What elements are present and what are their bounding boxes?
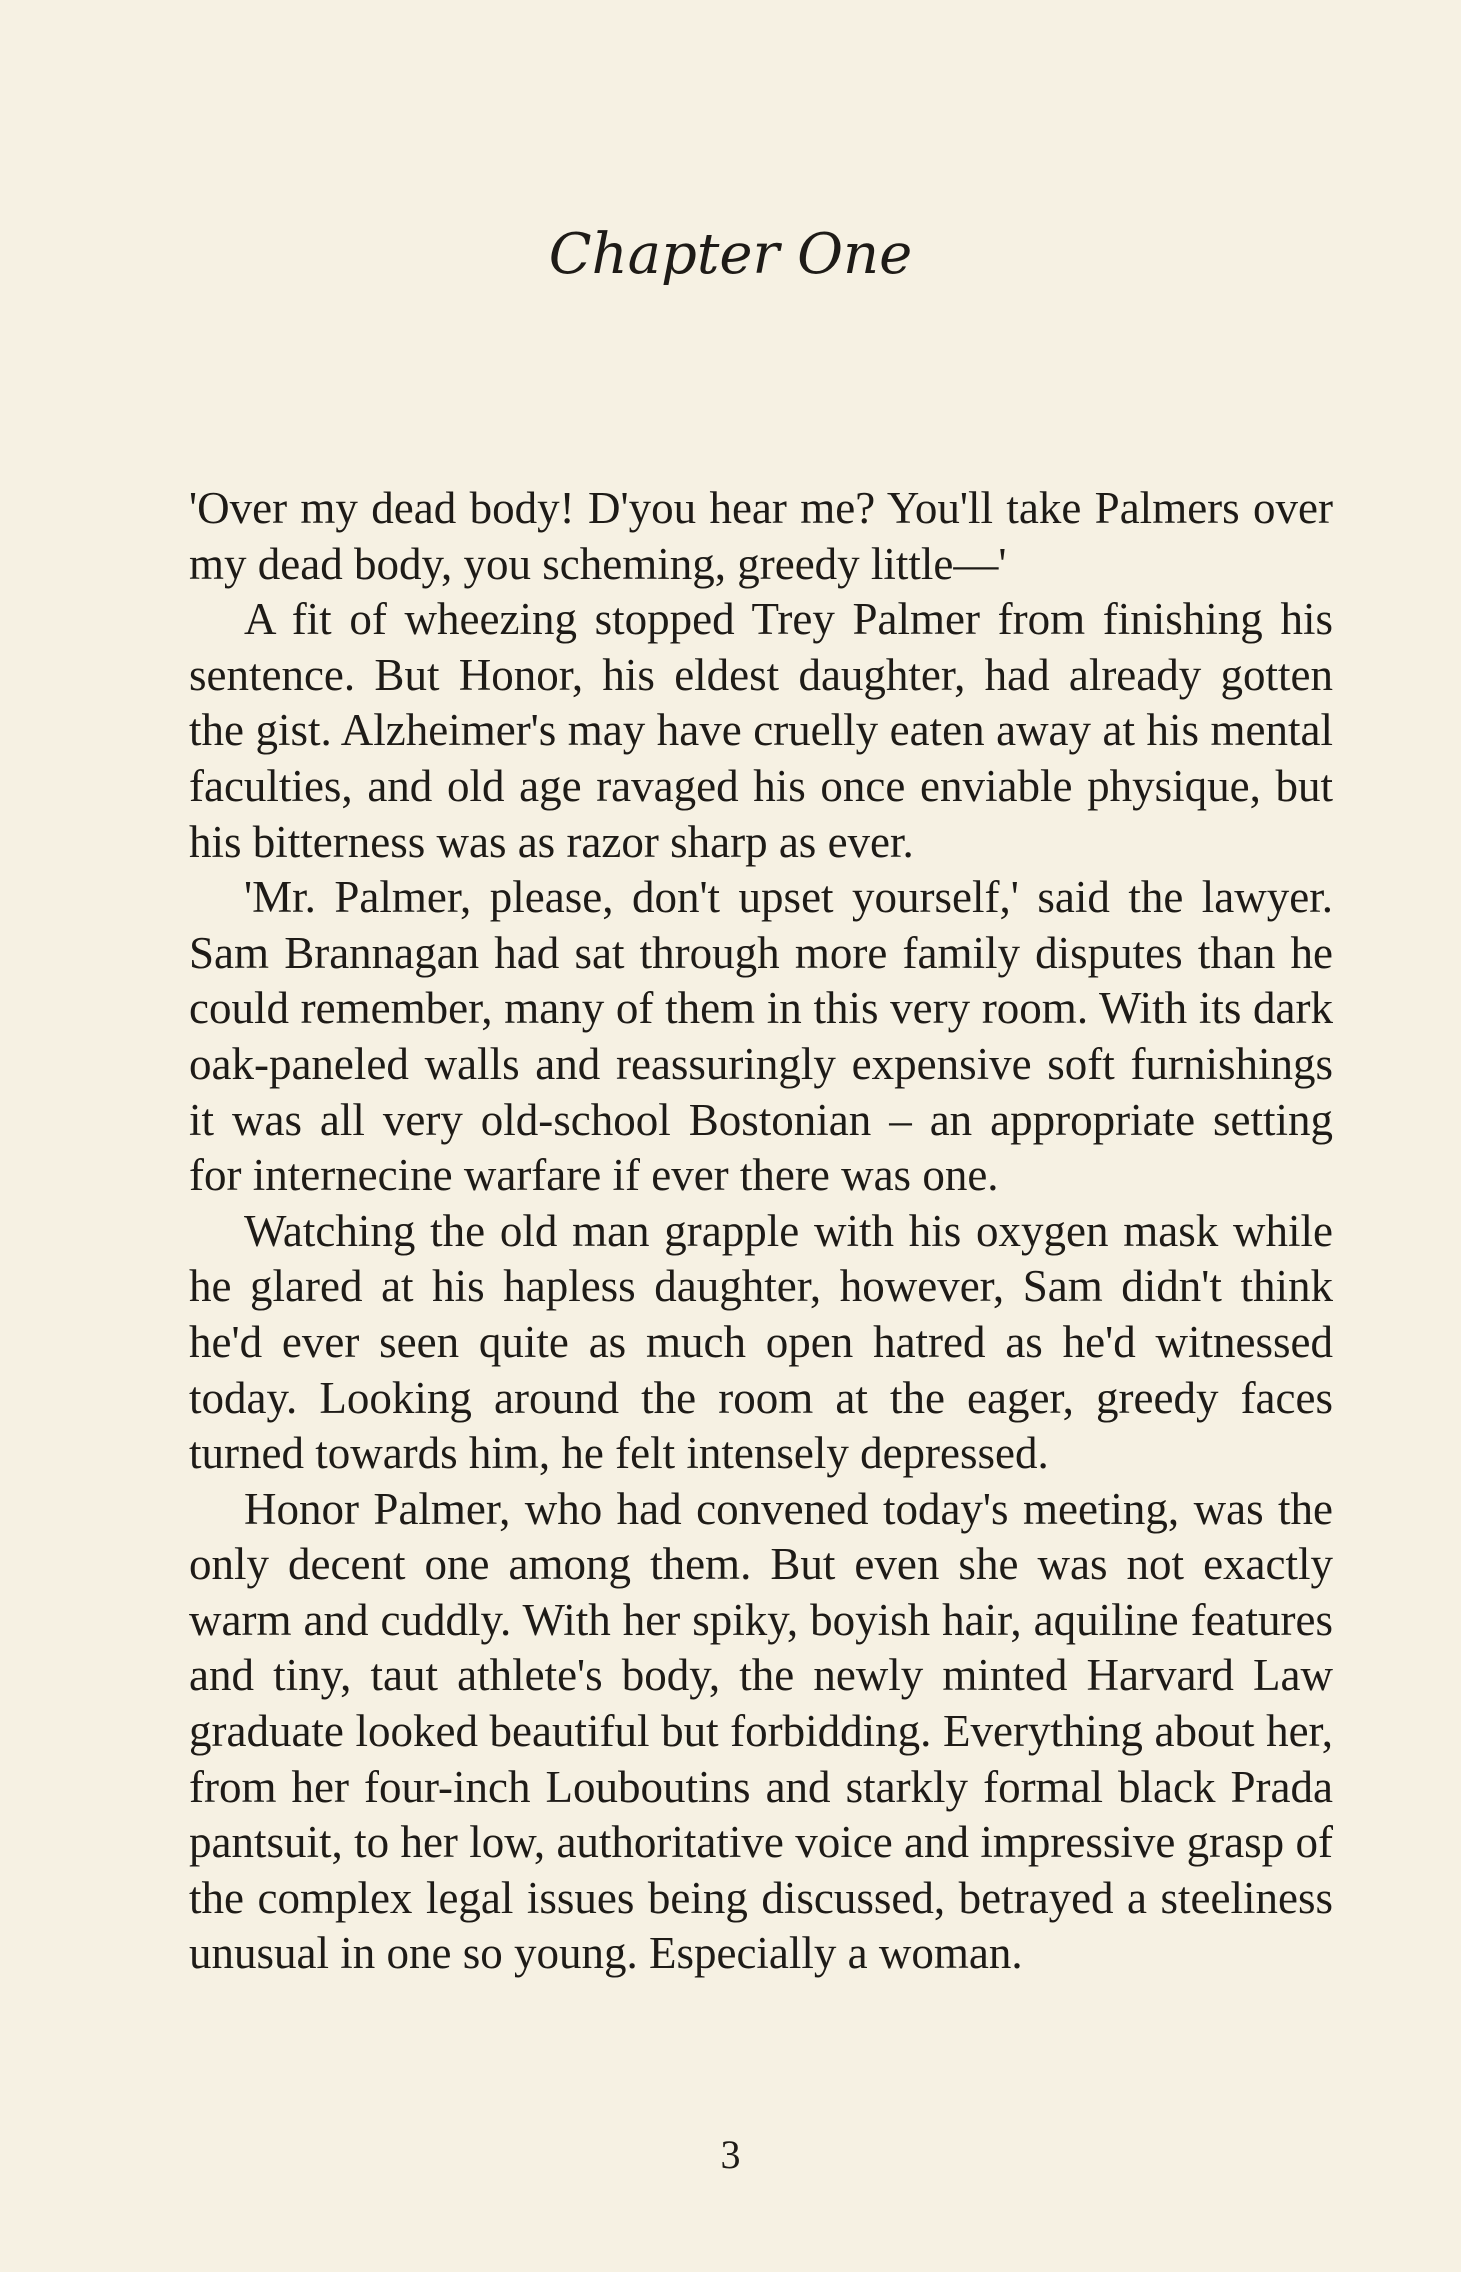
body-text (189, 481, 1333, 1982)
paragraph: Watching the old man grapple with his oxygen mask while he glared at his hapless daughter, however, Sam didn't think he'd ever seen quite as much open hatred as he'd witnessed today. Looking around the room at the eager, greedy faces turned towards him, he felt intensely depressed. (189, 1205, 1333, 1479)
page-number: 3 (720, 2132, 741, 2177)
paragraph: Honor Palmer, who had convened today's meeting, was the only decent one among them. But even she was not exactly warm and cuddly. With her spiky, boyish hair, aquiline features and tiny, taut athlete's body, the newly minted Harvard Law graduate looked beautiful but forbidding. Everything about her, from her four-inch Louboutins and starkly formal black Prada pantsuit, to her low, authoritative voice and impressive grasp of the complex legal issues being discussed, betrayed a steeliness unusual in one so young. Especially a woman. (189, 1483, 1333, 1979)
chapter-title: Chapter One (548, 222, 913, 287)
paragraph: 'Mr. Palmer, please, don't upset yourself,' said the lawyer. Sam Brannagan had sat through more family disputes than he could remember, many of them in this very room. With its dark oak-paneled walls and reassuringly expensive soft furnishings it was all very old-school Bostonian – an appropriate setting for internecine warfare if ever there was one. (189, 872, 1333, 1201)
paragraph: 'Over my dead body! D'you hear me? You'll take Palmers over my dead body, you scheming, greedy little—' (189, 483, 1333, 589)
paragraph: A fit of wheezing stopped Trey Palmer from finishing his sentence. But Honor, his eldest daughter, had already gotten the gist. Alzheimer's may have cruelly eaten away at his mental faculties, and old age ravaged his once enviable physique, but his bitterness was as razor sharp as ever. (189, 594, 1333, 867)
